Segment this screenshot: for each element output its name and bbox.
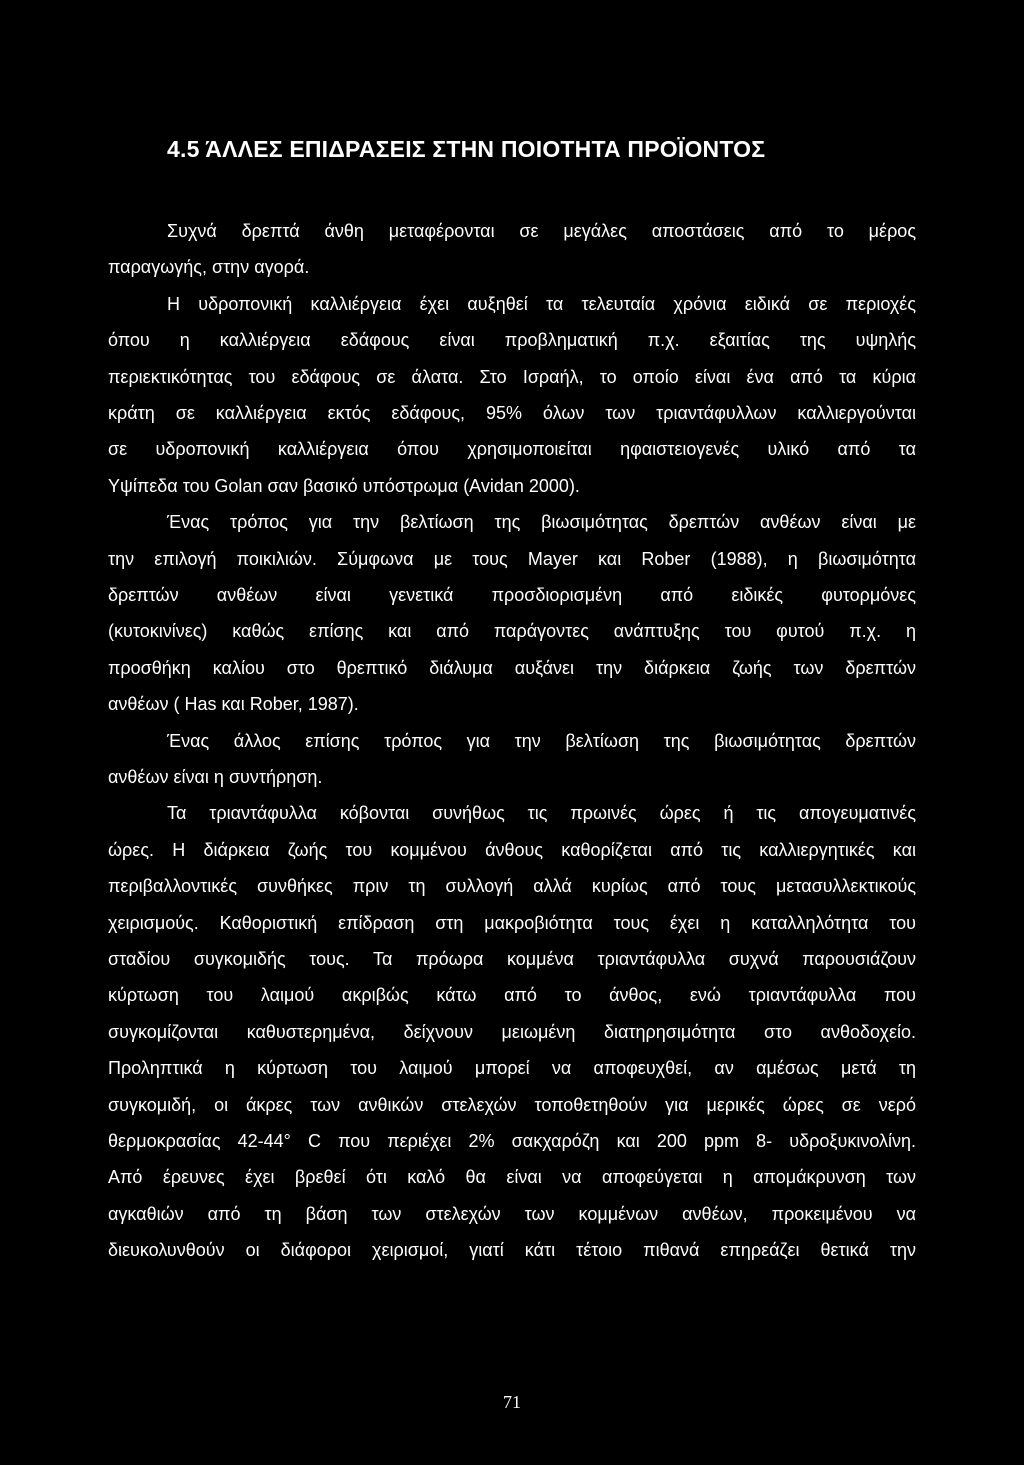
text-line: συγκομιδή, οι άκρες των ανθικών στελεχών τοποθετηθούν για μερικές ώρες σε νερό: [108, 1094, 916, 1115]
text-line: προσθήκη καλίου στο θρεπτικό διάλυμα αυξάνει την διάρκεια ζωής των δρεπτών: [108, 657, 916, 678]
text-line: παραγωγής, στην αγορά.: [108, 257, 310, 278]
text-line: κράτη σε καλλιέργεια εκτός εδάφους, 95% όλων των τριαντάφυλλων καλλιεργούνται: [108, 403, 916, 423]
page-number: 71: [503, 1392, 521, 1412]
text-line: Συχνά δρεπτά άνθη μεταφέρονται σε μεγάλες αποστάσεις από το μέρος: [167, 221, 916, 241]
text-line: συγκομίζονται καθυστερημένα, δείχνουν μειωμένη διατηρησιμότητα στο ανθοδοχείο.: [108, 1021, 916, 1042]
text-line: Υψίπεδα του Golan σαν βασικό υπόστρωμα (Avidan 2000).: [108, 475, 580, 496]
text-line: σταδίου συγκομιδής τους. Τα πρόωρα κομμένα τριαντάφυλλα συχνά παρουσιάζουν: [108, 949, 916, 969]
text-line: Η υδροπονική καλλιέργεια έχει αυξηθεί τα τελευταία χρόνια ειδικά σε περιοχές: [167, 293, 916, 314]
text-line: κύρτωση του λαιμού ακριβώς κάτω από το άνθος, ενώ τριαντάφυλλα που: [108, 985, 916, 1006]
text-line: Προληπτικά η κύρτωση του λαιμού μπορεί να αποφευχθεί, αν αμέσως μετά τη: [108, 1058, 916, 1079]
text-line: θερμοκρασίας 42-44° C που περιέχει 2% σακχαρόζη και 200 ppm 8- υδροξυκινολίνη.: [108, 1131, 916, 1151]
text-line: όπου η καλλιέργεια εδάφους είναι προβληματική π.χ. εξαιτίας της υψηλής: [108, 330, 916, 351]
text-line: ανθέων ( Has και Rober, 1987).: [108, 694, 359, 715]
text-line: χειρισμούς. Καθοριστική επίδραση στη μακροβιότητα τους έχει η καταλληλότητα του: [108, 912, 916, 933]
text-line: Από έρευνες έχει βρεθεί ότι καλό θα είναι να αποφεύγεται η απομάκρυνση των: [108, 1167, 916, 1188]
text-line: την επιλογή ποικιλιών. Σύμφωνα με τους Mayer και Rober (1988), η βιωσιμότητα: [108, 548, 916, 569]
section-heading: 4.5 ΆΛΛΕΣ ΕΠΙΔΡΑΣΕΙΣ ΣΤΗΝ ΠΟΙΟΤΗΤΑ ΠΡΟΪΟΝΤΟΣ: [167, 136, 766, 162]
text-line: σε υδροπονική καλλιέργεια όπου χρησιμοποιείται ηφαιστειογενές υλικό από τα: [108, 439, 916, 460]
text-line: (κυτοκινίνες) καθώς επίσης και από παράγοντες ανάπτυξης του φυτού π.χ. η: [108, 621, 916, 642]
text-line: διευκολυνθούν οι διάφοροι χειρισμοί, γιατί κάτι τέτοιο πιθανά επηρεάζει θετικά την: [108, 1240, 916, 1261]
text-line: περιβαλλοντικές συνθήκες πριν τη συλλογή αλλά κυρίως από τους μετασυλλεκτικούς: [108, 876, 916, 897]
text-line: Ένας τρόπος για την βελτίωση της βιωσιμότητας δρεπτών ανθέων είναι με: [167, 512, 916, 533]
text-line: Τα τριαντάφυλλα κόβονται συνήθως τις πρωινές ώρες ή τις απογευματινές: [167, 803, 916, 824]
text-line: ανθέων είναι η συντήρηση.: [108, 767, 323, 787]
text-line: δρεπτών ανθέων είναι γενετικά προσδιορισμένη από ειδικές φυτορμόνες: [108, 585, 916, 605]
text-line: Ένας άλλος επίσης τρόπος για την βελτίωση της βιωσιμότητας δρεπτών: [167, 730, 916, 751]
text-line: περιεκτικότητας του εδάφους σε άλατα. Στο Ισραήλ, το οποίο είναι ένα από τα κύρια: [108, 366, 916, 387]
text-line: ώρες. Η διάρκεια ζωής του κομμένου άνθους καθορίζεται από τις καλλιεργητικές και: [108, 839, 916, 860]
text-line: αγκαθιών από τη βάση των στελεχών των κομμένων ανθέων, προκειμένου να: [108, 1203, 916, 1224]
